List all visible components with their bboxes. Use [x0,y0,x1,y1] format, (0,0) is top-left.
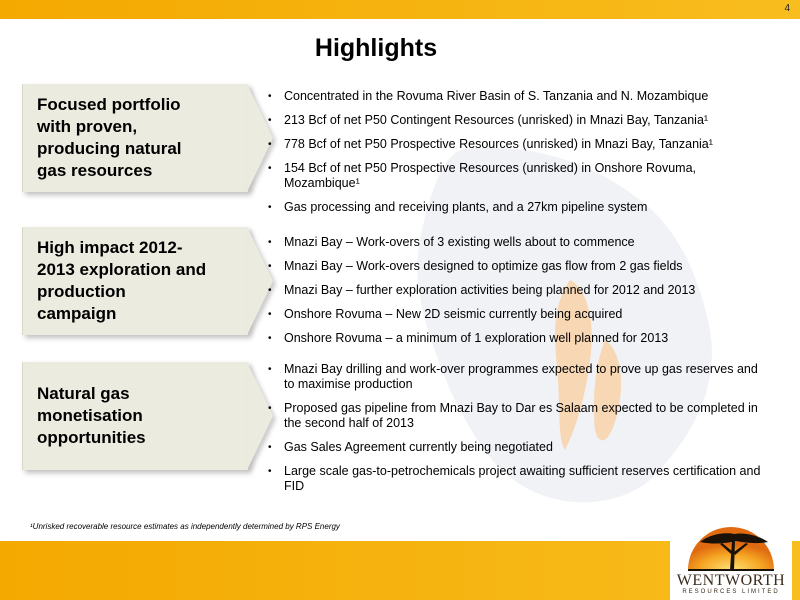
logo-subtitle: RESOURCES LIMITED [682,589,780,595]
list-item: • Mnazi Bay – Work-overs of 3 existing wells about to commence [268,235,768,250]
section-1-bullets [268,89,768,224]
section-3-box [22,362,248,470]
list-item: • Mnazi Bay – Work-overs designed to optimize gas flow from 2 gas fields [268,259,768,274]
footnote: ¹Unrisked recoverable resource estimates as independently determined by RPS Energy [30,522,340,531]
list-item: • Concentrated in the Rovuma River Basin of S. Tanzania and N. Mozambique [268,89,768,104]
list-item: • Large scale gas-to-petrochemicals project awaiting sufficient reserves certification and FID [268,464,768,494]
logo-wordmark: WENTWORTH [676,572,786,589]
list-item: • Gas Sales Agreement currently being negotiated [268,440,768,455]
list-item: • 213 Bcf of net P50 Contingent Resources (unrisked) in Mnazi Bay, Tanzania¹ [268,113,768,128]
section-1-box [22,84,248,192]
list-item: • Proposed gas pipeline from Mnazi Bay to Dar es Salaam expected to be completed in the second half of 2013 [268,401,768,431]
list-item: • 154 Bcf of net P50 Prospective Resources (unrisked) in Onshore Rovuma, Mozambique¹ [268,161,724,191]
section-2-box [22,227,248,335]
section-2-heading: High impact 2012-2013 exploration and production campaign [37,238,207,323]
section-1-heading: Focused portfolio with proven, producing natural gas resources [37,95,182,180]
section-3-bullets [268,362,768,503]
page-number: 4 [784,3,790,14]
list-item: • Mnazi Bay – further exploration activities being planned for 2012 and 2013 [268,283,768,298]
company-logo [670,514,792,600]
list-item: • 778 Bcf of net P50 Prospective Resources (unrisked) in Mnazi Bay, Tanzania¹ [268,137,768,152]
page-title: Highlights [314,34,438,62]
list-item: • Onshore Rovuma – New 2D seismic currently being acquired [268,307,768,322]
list-item: • Onshore Rovuma – a minimum of 1 exploration well planned for 2013 [268,331,768,346]
section-2-bullets [268,235,768,355]
list-item: • Mnazi Bay drilling and work-over programmes expected to prove up gas reserves and to maximise production [268,362,768,392]
list-item: • Gas processing and receiving plants, and a 27km pipeline system [268,200,768,215]
acacia-tree-sunset-logo-icon [670,514,792,572]
section-3-heading: Natural gas monetisation opportunities [37,384,146,447]
top-accent-bar [0,0,800,19]
